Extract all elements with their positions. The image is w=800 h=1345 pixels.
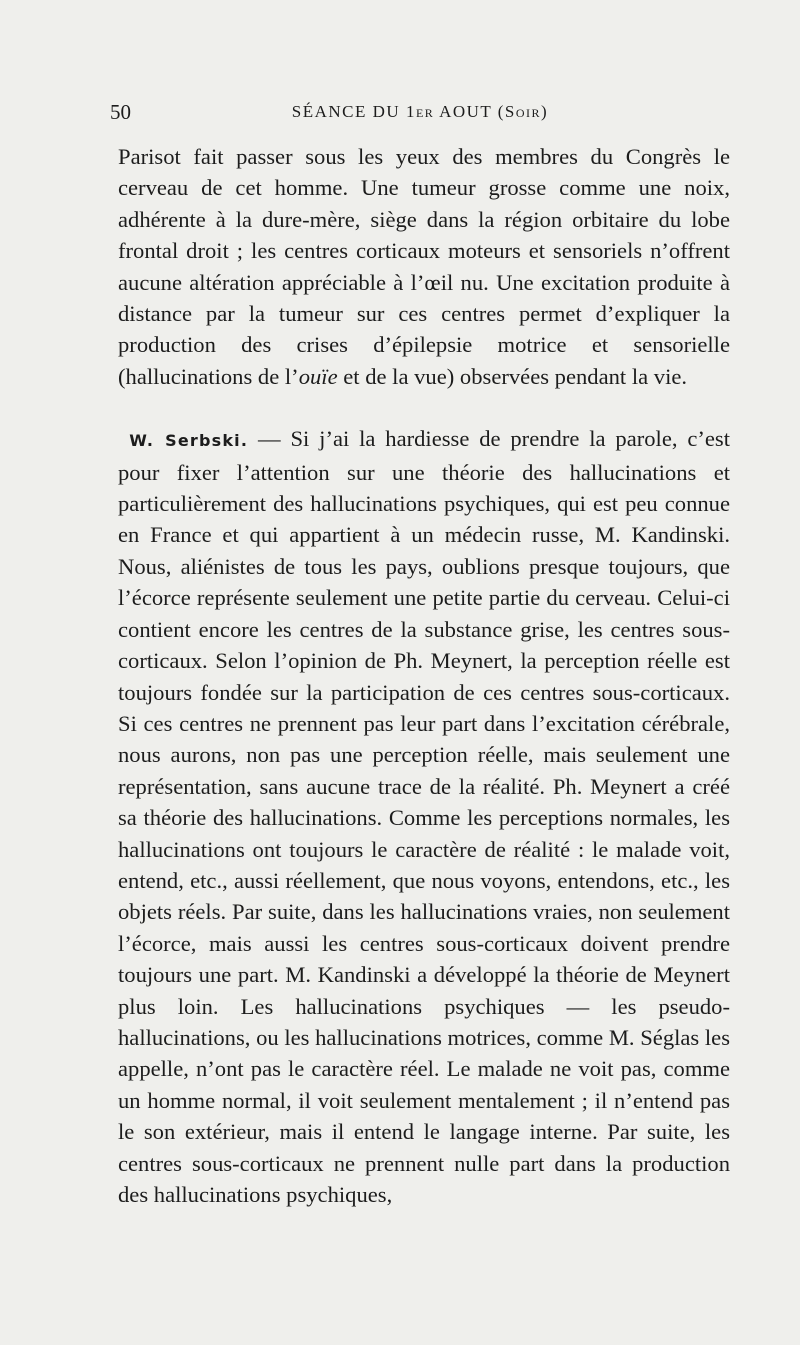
paragraph-2 xyxy=(118,423,730,1210)
running-head: SÉANCE DU 1er AOUT (Soir) xyxy=(291,102,549,121)
paragraph-1-text-a: Parisot fait passer sous les yeux des membres du Congrès le cerveau de cet homme. Une tumeur grosse comme une noix, adhérente à la dure-mère, siège dans la région orbitaire du lobe frontal droit ; les centres corticaux moteurs et sensoriels n’offrent aucune altération appréciable à l’œil nu. Une excitation produite à distance par la tumeur sur ces centres permet d’expliquer la production des crises d’épilepsie motrice et sensorielle (hallucinations de l’ xyxy=(118,144,730,389)
paragraph-1-italic-word: ouïe xyxy=(298,363,338,389)
page-header xyxy=(110,100,730,130)
speaker-name: W. Serbski. xyxy=(129,431,249,451)
paragraph-2-text: — Si j’ai la hardiesse de prendre la parole, c’est pour fixer l’attention sur une théorie des hallucinations et particulièrement des hallucinations psychiques, qui est peu connue en France et qui appartient à un médecin russe, M. Kandinski. Nous, aliénistes de tous les pays, oublions presque toujours, que l’écorce représente seulement une petite partie du cerveau. Celui-ci contient encore les centres de la substance grise, les centres sous-corticaux. Selon l’opinion de Ph. Meynert, la perception réelle est toujours fondée sur la participation de ces centres sous-corticaux. Si ces centres ne prennent pas leur part dans l’excitation cérébrale, nous aurons, non pas une perception réelle, mais seulement une représentation, sans aucune trace de la réalité. Ph. Meynert a créé sa théorie des hallucinations. Comme les perceptions normales, les hallucinations ont toujours le caractère de réalité : le malade voit, entend, etc., aussi réellement, que nous voyons, entendons, etc., les objets réels. Par suite, dans les hallucinations vraies, non seulement l’écorce, mais aussi les centres sous-corticaux doivent prendre toujours une part. M. Kandinski a développé la théorie de Meynert plus loin. Les hallucinations psychiques — les pseudo-hallucinations, ou les hallucinations motrices, comme M. Séglas les appelle, n’ont pas le caractère réel. Le malade ne voit pas, comme un homme normal, il voit seulement mentalement ; il n’entend pas le son extérieur, mais il entend le langage interne. Par suite, les centres sous-corticaux ne prennent nulle part dans la production des hallucinations psychiques, xyxy=(118,426,731,1207)
paragraph-1-text-b: et de la vue) observées pendant la vie. xyxy=(337,363,688,389)
paragraph-1 xyxy=(118,141,730,392)
body-text xyxy=(118,141,730,1210)
page-number: 50 xyxy=(110,100,131,124)
